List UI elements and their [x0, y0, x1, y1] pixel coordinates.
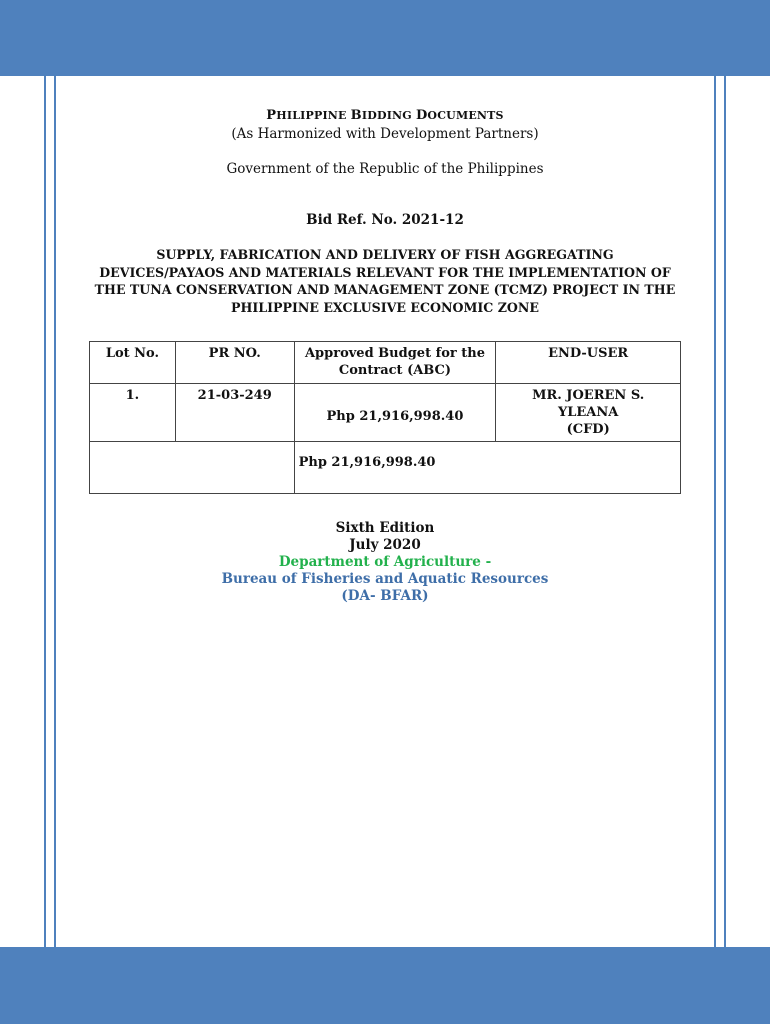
project-title: SUPPLY, FABRICATION AND DELIVERY OF FISH AGGREGATING DEVICES/PAYAOS AND MATERIALS RELEVANT FOR THE IMPLEMENTATION OF THE TUNA CONSERVATION AND MANAGEMENT ZONE (TCMZ) PROJECT IN THE PHILIPPINE EXCLUSIVE ECONOMIC ZONE [94, 247, 676, 315]
bureau-abbreviation: (DA- BFAR) [341, 588, 429, 604]
government-line: Government of the Republic of the Philippines [226, 161, 544, 177]
cell-lot: 1. [90, 384, 176, 442]
cell-pr: 21-03-249 [175, 384, 294, 442]
footer-band [0, 947, 770, 1024]
end-user-unit: (CFD) [566, 422, 610, 437]
total-amount: Php 21,916,998.40 [294, 442, 680, 494]
table-header-row [90, 342, 681, 384]
header-end-user: END-USER [496, 342, 681, 384]
document-title: PHILIPPINE BIDDING DOCUMENTS [266, 108, 504, 123]
total-blank-cell [90, 442, 295, 494]
table-total-row [90, 442, 681, 494]
edition-date: July 2020 [349, 537, 421, 553]
header-pr-no: PR NO. [175, 342, 294, 384]
edition: Sixth Edition [335, 520, 435, 536]
edition-block [0, 520, 770, 605]
bid-reference: Bid Ref. No. 2021-12 [306, 212, 464, 228]
budget-table [89, 341, 681, 494]
right-border-line-outer [724, 76, 726, 947]
header-abc: Approved Budget for the Contract (ABC) [294, 342, 496, 384]
cell-abc: Php 21,916,998.40 [294, 384, 496, 442]
cell-end-user [496, 384, 681, 442]
table-row [90, 384, 681, 442]
end-user-name: MR. JOEREN S. YLEANA [532, 388, 645, 420]
bureau-name: Bureau of Fisheries and Aquatic Resources [221, 571, 549, 587]
document-subtitle: (As Harmonized with Development Partners) [231, 126, 539, 142]
left-border-line-inner [54, 76, 56, 947]
right-border-line-inner [714, 76, 716, 947]
header-lot-no: Lot No. [90, 342, 176, 384]
left-border-line-outer [44, 76, 46, 947]
department-name: Department of Agriculture - [278, 554, 492, 570]
header-band [0, 0, 770, 76]
